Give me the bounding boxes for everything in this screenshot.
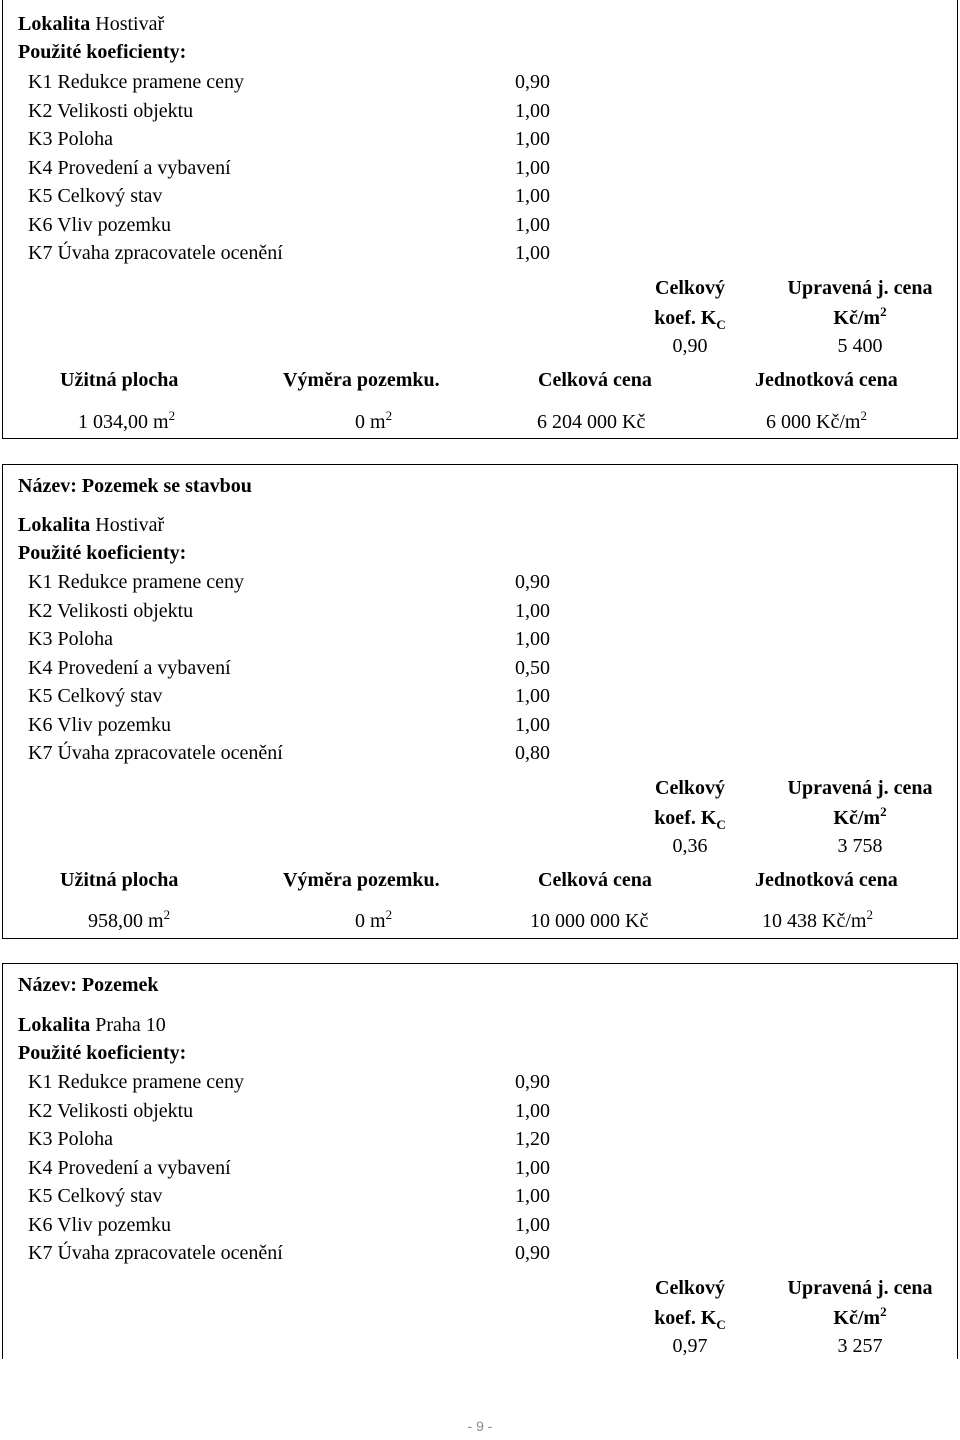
- uzitna-plocha-header: Užitná plocha: [60, 869, 179, 891]
- coef-name: K7 Úvaha zpracovatele ocenění: [28, 242, 283, 264]
- lokalita-row: [18, 513, 164, 537]
- sq-superscript: 2: [168, 408, 176, 423]
- coef-value: 1,00: [515, 600, 550, 622]
- kc-m2-header: [760, 806, 960, 832]
- coef-value: 1,00: [515, 1185, 550, 1207]
- celkova-cena-header: Celková cena: [538, 369, 652, 391]
- coef-name: K6 Vliv pozemku: [28, 214, 171, 236]
- coef-name: K7 Úvaha zpracovatele ocenění: [28, 1242, 283, 1264]
- coef-name: K1 Redukce pramene ceny: [28, 571, 245, 593]
- coef-name: K6 Vliv pozemku: [28, 714, 171, 736]
- uzitna-plocha-text: 1 034,00 m: [78, 411, 169, 433]
- koef-label: koef. K: [654, 807, 717, 829]
- coef-value: 1,00: [515, 628, 550, 650]
- coef-name: K2 Velikosti objektu: [28, 600, 194, 622]
- coef-name: K5 Celkový stav: [28, 685, 163, 707]
- jednotkova-cena-header: Jednotková cena: [755, 869, 898, 891]
- sq-superscript: 2: [880, 304, 887, 319]
- uzitna-plocha-header: Užitná plocha: [60, 369, 179, 391]
- coef-name: K3 Poloha: [28, 128, 113, 150]
- coef-value: 1,00: [515, 157, 550, 179]
- lokalita-value: Hostivař: [95, 13, 165, 35]
- vymera-header: Výměra pozemku.: [283, 869, 440, 891]
- jednotkova-cena-text: 10 438 Kč/m: [762, 910, 867, 932]
- nazev-row: [18, 973, 159, 997]
- sq-superscript: 2: [880, 804, 887, 819]
- nazev-row: [18, 474, 252, 498]
- sq-superscript: 2: [385, 408, 393, 423]
- celkovy-koef-header: Celkový: [655, 277, 725, 299]
- nazev-label: Název:: [18, 974, 77, 996]
- vymera-value: [355, 410, 392, 436]
- nazev-value: Pozemek se stavbou: [81, 475, 252, 497]
- koef-subscript: C: [716, 817, 726, 832]
- coef-value: 0,90: [515, 571, 550, 593]
- uzitna-plocha-value: [88, 909, 170, 935]
- celkovy-koef-value: 0,36: [672, 835, 708, 857]
- coef-name: K2 Velikosti objektu: [28, 100, 194, 122]
- coef-value: 1,00: [515, 100, 550, 122]
- coef-value: 0,80: [515, 742, 550, 764]
- coef-value: 1,00: [515, 1214, 550, 1236]
- uzitna-plocha-text: 958,00 m: [88, 910, 164, 932]
- sq-superscript: 2: [385, 907, 393, 922]
- coef-name: K7 Úvaha zpracovatele ocenění: [28, 742, 283, 764]
- coef-value: 1,00: [515, 214, 550, 236]
- coef-name: K4 Provedení a vybavení: [28, 157, 231, 179]
- coef-value: 1,00: [515, 1100, 550, 1122]
- kc-m-label: Kč/m: [833, 307, 881, 329]
- celkovy-koef-value: 0,90: [672, 335, 708, 357]
- kc-m2-header: [760, 1306, 960, 1332]
- vymera-text: 0 m: [355, 411, 386, 433]
- jednotkova-cena-value: [762, 909, 873, 935]
- vymera-header: Výměra pozemku.: [283, 369, 440, 391]
- coef-value: 1,00: [515, 1157, 550, 1179]
- coef-name: K5 Celkový stav: [28, 185, 163, 207]
- lokalita-label: Lokalita: [18, 514, 91, 536]
- coef-name: K3 Poloha: [28, 628, 113, 650]
- nazev-value: Pozemek: [81, 974, 159, 996]
- coef-value: 0,50: [515, 657, 550, 679]
- coef-value: 0,90: [515, 71, 550, 93]
- coefficients-heading: Použité koeficienty:: [18, 41, 187, 63]
- lokalita-label: Lokalita: [18, 13, 91, 35]
- jednotkova-cena-header: Jednotková cena: [755, 369, 898, 391]
- lokalita-value: Praha 10: [95, 1014, 166, 1036]
- kc-m-label: Kč/m: [833, 807, 881, 829]
- sq-superscript: 2: [163, 907, 171, 922]
- page-number: - 9 -: [467, 1418, 493, 1434]
- celkova-cena-header: Celková cena: [538, 869, 652, 891]
- coef-name: K5 Celkový stav: [28, 1185, 163, 1207]
- lokalita-value: Hostivař: [95, 514, 165, 536]
- lokalita-row: [18, 12, 164, 36]
- sq-superscript: 2: [866, 907, 873, 922]
- koef-subscript: C: [716, 1317, 726, 1332]
- celkova-cena-value: 6 204 000 Kč: [537, 411, 646, 433]
- coefficients-heading: Použité koeficienty:: [18, 542, 187, 564]
- sq-superscript: 2: [880, 1304, 887, 1319]
- lokalita-row: [18, 1013, 166, 1037]
- coef-name: K4 Provedení a vybavení: [28, 1157, 231, 1179]
- koef-kc-header: [640, 806, 740, 832]
- coef-name: K2 Velikosti objektu: [28, 1100, 194, 1122]
- vymera-text: 0 m: [355, 910, 386, 932]
- coef-value: 1,00: [515, 714, 550, 736]
- nazev-label: Název:: [18, 475, 77, 497]
- celkovy-koef-header: Celkový: [655, 1277, 725, 1299]
- coef-value: 1,20: [515, 1128, 550, 1150]
- coef-value: 0,90: [515, 1071, 550, 1093]
- celkovy-koef-header: Celkový: [655, 777, 725, 799]
- jednotkova-cena-value: [766, 410, 867, 436]
- koef-kc-header: [640, 306, 740, 332]
- koef-label: koef. K: [654, 307, 717, 329]
- coefficients-heading: Použité koeficienty:: [18, 1042, 187, 1064]
- sq-superscript: 2: [860, 408, 867, 423]
- upravena-cena-header: Upravená j. cena: [787, 277, 933, 299]
- upravena-cena-value: 5 400: [837, 335, 883, 357]
- coef-value: 1,00: [515, 685, 550, 707]
- koef-subscript: C: [716, 317, 726, 332]
- vymera-value: [355, 909, 392, 935]
- coef-value: 1,00: [515, 128, 550, 150]
- lokalita-label: Lokalita: [18, 1014, 91, 1036]
- kc-m-label: Kč/m: [833, 1307, 881, 1329]
- celkovy-koef-value: 0,97: [672, 1335, 708, 1357]
- coef-value: 0,90: [515, 1242, 550, 1264]
- coef-name: K3 Poloha: [28, 1128, 113, 1150]
- coef-name: K1 Redukce pramene ceny: [28, 71, 245, 93]
- coef-value: 1,00: [515, 242, 550, 264]
- upravena-cena-value: 3 257: [837, 1335, 883, 1357]
- uzitna-plocha-value: [78, 410, 175, 436]
- celkova-cena-value: 10 000 000 Kč: [530, 910, 649, 932]
- koef-label: koef. K: [654, 1307, 717, 1329]
- coef-name: K4 Provedení a vybavení: [28, 657, 231, 679]
- kc-m2-header: [760, 306, 960, 332]
- jednotkova-cena-text: 6 000 Kč/m: [766, 411, 861, 433]
- coef-name: K1 Redukce pramene ceny: [28, 1071, 245, 1093]
- upravena-cena-header: Upravená j. cena: [787, 1277, 933, 1299]
- coef-name: K6 Vliv pozemku: [28, 1214, 171, 1236]
- upravena-cena-header: Upravená j. cena: [787, 777, 933, 799]
- upravena-cena-value: 3 758: [837, 835, 883, 857]
- coef-value: 1,00: [515, 185, 550, 207]
- koef-kc-header: [640, 1306, 740, 1332]
